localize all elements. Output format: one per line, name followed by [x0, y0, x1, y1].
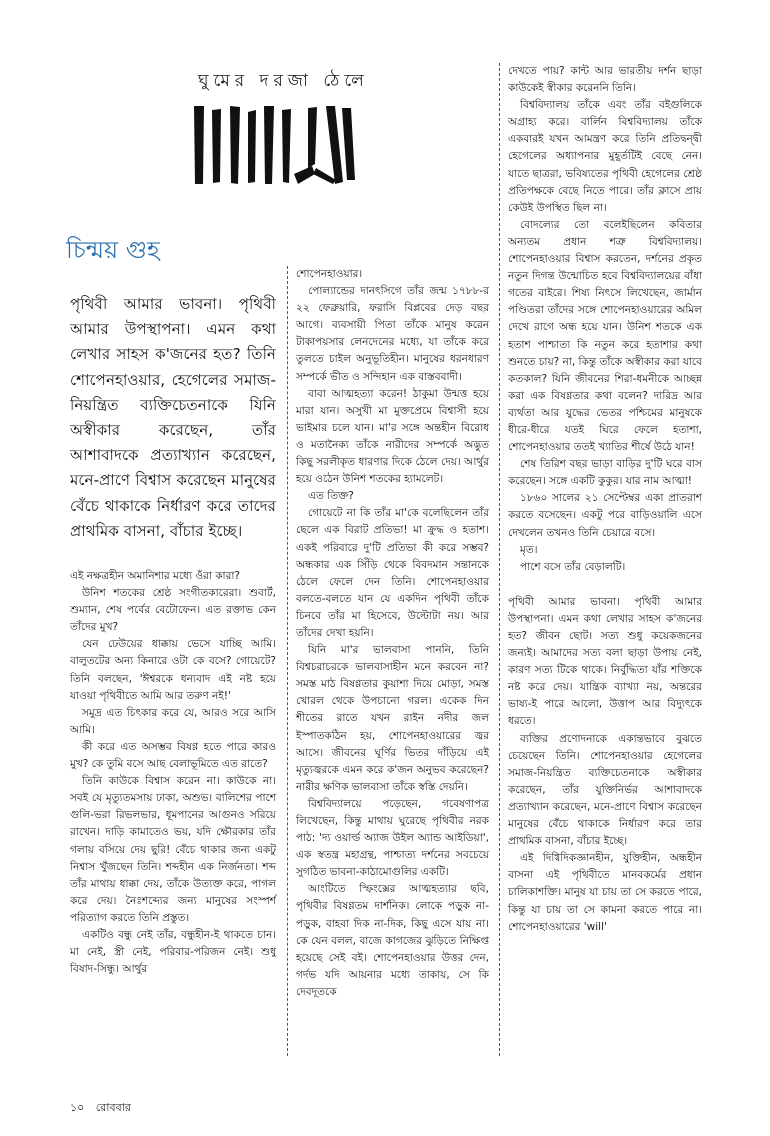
paragraph: গোয়েটে না কি তাঁর মা'কে বলেছিলেন তাঁর ছেলে এক বিরাট প্রতিভা! মা ক্রুদ্ধ ও হতাশ। একই পরিবারে দু'টি প্রতিভা কী করে সম্ভব? অন্ধকার এক সিঁড়ি থেকে বিবদমান সন্তানকে ঠেলে ফেলে দেন তিনি। শোপেনহাওয়ার বলতে-বলতে যান যে একদিন পৃথিবী তাঁকে চিনবে তাঁর মা হিসেবে, উল্টোটা নয়। আর তাঁদের দেখা হয়নি।	[296, 507, 489, 639]
column-divider-2	[499, 63, 500, 1056]
paragraph: কী করে এত অসম্ভব বিষণ্ণ হতে পারে কারও মুখ? কে তুমি বসে আছ বেলাভূমিতে এত রাতে?	[70, 740, 276, 771]
paragraph: তিনি কাউকে বিশ্বাস করেন না। কাউকে না। সবই যে মৃত্যুতমসায় ঢাকা, অশুভ। বালিশের পাশে গুলি-ভরা রিভলভার, ধূমপানের আগুনও সরিয়ে রাখেন। দাড়ি কামাতেও ভয়, যদি ক্ষৌরকার তাঁর গলায় বসিয়ে দেয় ছুরি! বেঁচে থাকার জন্য একটু নিশ্বাস খুঁজছেন তিনি। শব্দহীন এক নির্জনতা। শব্দ তাঁর মাথায় ধাক্কা দেয়, তাঁকে উত্যক্ত করে, পাগল করে দেয়। নৈঃশব্দ্যের জন্য মানুষের সংস্পর্শ পরিত্যাগ করতে তিনি প্রস্তুত।	[70, 775, 276, 924]
author-byline: চিন্ময় গুহ	[66, 236, 160, 264]
page-footer	[70, 1099, 139, 1118]
paragraph: এই দিগ্বিদিকজ্ঞানহীন, যুক্তিহীন, অন্ধহীন বাসনা এই পৃথিবীতে মানবকর্মের প্রধান চালিকাশক্তি। মানুষ যা চায় তা সে করতে পারে, কিন্তু যা চায় তা সে কামনা করতে পারে না। শোপেনহাওয়ারের 'will'	[508, 852, 702, 933]
magazine-name: রোববার	[95, 1101, 131, 1114]
paragraph: উনিশ শতকের শ্রেষ্ঠ সংগীতকারেরা। শুবার্ট, শুম্যান, শেষ পর্বের বেটোফেন। এত রক্তাভ কেন তাঁদের মুখ?	[70, 587, 276, 634]
paragraph: দেখতে পায়? কান্ট আর ভারতীয় দর্শন ছাড়া কাউকেই স্বীকার করেননি তিনি।	[508, 65, 702, 95]
paragraph: বিশ্ববিদ্যালয় তাঁকে এবং তাঁর বইগুলিকে অগ্রাহ্য করে। বার্লিন বিশ্ববিদ্যালয় তাঁকে একবারই যখন আমন্ত্রণ করে তিনি প্রতিদ্বন্দ্বী হেগেলের অধ্যাপনার মুহূর্তটিই বেছে নেন। যাতে ছাত্ররা, ভবিষ্যতের পৃথিবী হেগেলের শ্রেষ্ঠ প্রতিপক্ষকে বেছে নিতে পারে। তাঁর ক্লাসে প্রায় কেউই উপস্থিত ছিল না।	[508, 99, 702, 214]
paragraph: একটিও বন্ধু নেই তাঁর, বন্ধুহীন-ই থাকতে চান। মা নেই, স্ত্রী নেই, পরিবার-পরিজন নেই। শুধু বিষাদ-সিন্ধু। আর্থুর	[70, 928, 276, 976]
headline-kicker: ঘুমের দরজা ঠেলে	[198, 71, 369, 91]
paragraph: ব্যক্তির প্রণোদনাকে একান্তভাবে বুঝতে চেয়েছেন তিনি। শোপেনহাওয়ার হেগেলের সমাজ-নিয়ন্ত্রিত ব্যক্তিচেতনাকে অস্বীকার করেছেন, তাঁর যুক্তিনির্ভর আশাবাদকে প্রত্যাখ্যান করেছেন, মনে-প্রাণে বিশ্বাস করেছেন মানুষের বেঁচে থাকাকে নির্ধারণ করে তার প্রাথমিক বাসনা, বাঁচার ইচ্ছে।	[508, 732, 702, 848]
text-column-3	[508, 63, 702, 936]
paragraph: পোল্যান্ডের দানৎসিগে তাঁর জন্ম ১৭৮৮-র ২২ ফেব্রুয়ারি, ফরাসি বিপ্লবের দেড় বছর আগে। ব্যবসায়ী পিতা তাঁকে মানুষ করেন টাকাপয়সার লেনদেনের মধ্যে, যা তাঁকে করে তুলতে চাইল অনুভূতিহীন। মানুষের ধরনধারণ সম্পর্কে ভীত ও সন্দিহান এক বাস্তববাদী।	[296, 285, 489, 383]
paragraph: ১৮৬০ সালের ২১ সেপ্টেম্বর একা প্রাতরাশ করতে বসেছেন। একটু পরে বাড়িওয়ালি এসে দেখলেন তখনও তিনি চেয়ারে বসে।	[508, 492, 702, 539]
paragraph: যিনি মা'র ভালবাসা পাননি, তিনি বিশ্বচরাচরকে ভালবাসাহীন মনে করবেন না? সমস্ত মাঠ বিষণ্ণতার কুয়াশা দিয়ে মোড়া, সমস্ত খোরল থেকে উপচানো গরল। একেক দিন শীতের রাতে যখন রাইন নদীর জল ইস্পাতকঠিন হয়, শোপেনহাওয়ারের জ্বর আসে। জীবনের ঘূর্ণির ভিতর দাঁড়িয়ে এই মৃত্যুজ্বরকে এমন করে ক'জন অনুভব করেছেন? নারীর ক্ষণিক ভালবাসা তাঁকে স্বস্তি দেয়নি।	[296, 644, 489, 793]
paragraph: শেষ তিরিশ বছর ভাড়া বাড়ির দু'টি ঘরে বাস করেছেন। সঙ্গে একটি কুকুর। যার নাম আত্মা!	[508, 458, 702, 488]
lead-paragraph: পৃথিবী আমার ভাবনা। পৃথিবী আমার উপস্থাপনা। এমন কথা লেখার সাহস ক'জনের হত? তিনি শোপেনহাওয়ার, হেগেলের সমাজ-নিয়ন্ত্রিত ব্যক্তিচেতনাকে যিনি অস্বীকার করেছেন, তাঁর আশাবাদকে প্রত্যাখ্যান করেছেন, মনে-প্রাণে বিশ্বাস করেছেন মানুষের বেঁচে থাকাকে নির্ধারণ করে তাদের প্রাথমিক বাসনা, বাঁচার ইচ্ছে।	[70, 295, 276, 540]
paragraph: সমুদ্র এত চিৎকার করে যে, আরও সরে আসি আমি।	[70, 706, 276, 736]
paragraph: এই নক্ষত্রহীন অমানিশার মধ্যে ওঁরা কারা?	[70, 570, 240, 582]
text-column-1	[70, 568, 276, 978]
paragraph: যেন ঢেউয়ের ধাক্কায় ভেসে যাচ্ছি আমি। বালুতটের অন্য কিনারে ওটা কে বসে? গোয়েটে? তিনি বলছেন, 'ঈশ্বরকে ধন্যবাদ এই নষ্ট হয়ে যাওয়া পৃথিবীতে আমি আর তরুণ নই!'	[70, 638, 276, 702]
paragraph: বিশ্ববিদ্যালয়ে পড়েছেন, গবেষণাপত্র লিখেছেন, কিন্তু মাথায় ঘুরেছে পৃথিবীর নরক পাঠ: 'দ্য ওয়ার্ল্ড অ্যাজ উইল অ্যান্ড আইডিয়া', এক স্বতন্ত্র মহাগ্রন্থ, পাশ্চাত্য দর্শনের সবচেয়ে সুগঠিত ভাবনা-কাঠামোগুলির একটি।	[296, 797, 489, 879]
paragraph: পাশে বসে তাঁর বেড়ালটি।	[520, 560, 626, 573]
text-column-2	[296, 266, 489, 1001]
paragraph: আংটিতে স্ফিংক্সের আত্মহত্যার ছবি, পৃথিবীর বিষণ্ণতম দার্শনিক। লোকে পড়ুক না-পড়ুক, বাহবা দিক না-দিক, কিছু এসে যায় না। কে যেন বলল, বাজে কাগজের ঝুড়িতে নিক্ষিপ্ত হয়েছে সেই বই। শোপেনহাওয়ার উত্তর দেন, গর্দভ যদি আয়নার মধ্যে তাকায়, সে কি দেবদূতকে	[296, 883, 489, 998]
page-number: ১০	[70, 1101, 85, 1114]
title-artwork	[190, 104, 360, 190]
brush-stroke-title-graphic	[190, 104, 360, 186]
paragraph: মৃত।	[520, 543, 538, 556]
paragraph: পৃথিবী আমার ভাবনা। পৃথিবী আমার উপস্থাপনা। এমন কথা লেখার সাহস ক'জনের হত? জীবন ছোট। সত্য শুধু কয়েকজনের জন্যই। আমাদের সত্য বলা ছাড়া উপায় নেই, কারণ সত্য টিকে থাকে। নির্বুদ্ধিতা যাঁর শক্তিকে নষ্ট করে দেয়। যান্ত্রিক ব্যাখ্যা নয়, অন্তরের ভাষ্য-ই পারে আলো, উত্তাপ আর বিদ্যুৎকে ধরতে।	[508, 595, 702, 728]
paragraph: শোপেনহাওয়ার।	[296, 268, 363, 280]
column-divider-1	[287, 266, 288, 1056]
paragraph: এত তিক্ত?	[308, 490, 354, 503]
paragraph: বোদল্যের তো বলেইছিলেন কবিতার অন্যতম প্রধান শত্রু বিশ্ববিদ্যালয়। শোপেনহাওয়ার বিশ্বাস করতেন, দর্শনের প্রকৃত নতুন দিগন্ত উন্মোচিত হবে বিশ্ববিদ্যালয়ের বাঁধা গতের বাইরে। শিষ্য নিৎসে লিখেছেন, জার্মান পণ্ডিতরা তাঁদের সঙ্গে শোপেনহাওয়ারের অমিল দেখে রাগে অন্ধ হয়ে যান। উনিশ শতকে এক হতাশ পাশ্চাত্য কি নতুন করে হতাশার কথা শুনতে চায়? না, কিন্তু তাঁকে অস্বীকার করা যাবে কতকাল? যিনি জীবনের শিরা-ধমনীকে আচ্ছন্ন করা এক বিষণ্ণতার কথা বলেন? দারিদ্র আর ব্যর্থতা আর যুদ্ধের ভেতর পশ্চিমের মানুষকে ধীরে-ধীরে যতই ঘিরে ফেলে হতাশা, শোপেনহাওয়ার ততই খ্যাতির শীর্ষে উঠে যান!	[508, 218, 702, 454]
paragraph: বাবা আত্মহত্যা করেন! ঠাকুমা উন্মত্ত হয়ে মারা যান। অসুখী মা মুক্তপ্রেমে বিশ্বাসী হয়ে ভাইমার চলে যান। মা'র সঙ্গে অন্তহীন বিরোধ ও মতানৈক্য তাঁকে নারীদের সম্পর্কে অদ্ভুত কিছু সরলীকৃত ধারণার দিকে ঠেলে দেয়। আর্থুর হয়ে ওঠেন উনিশ শতকের হ্যামলেট।	[296, 387, 489, 486]
